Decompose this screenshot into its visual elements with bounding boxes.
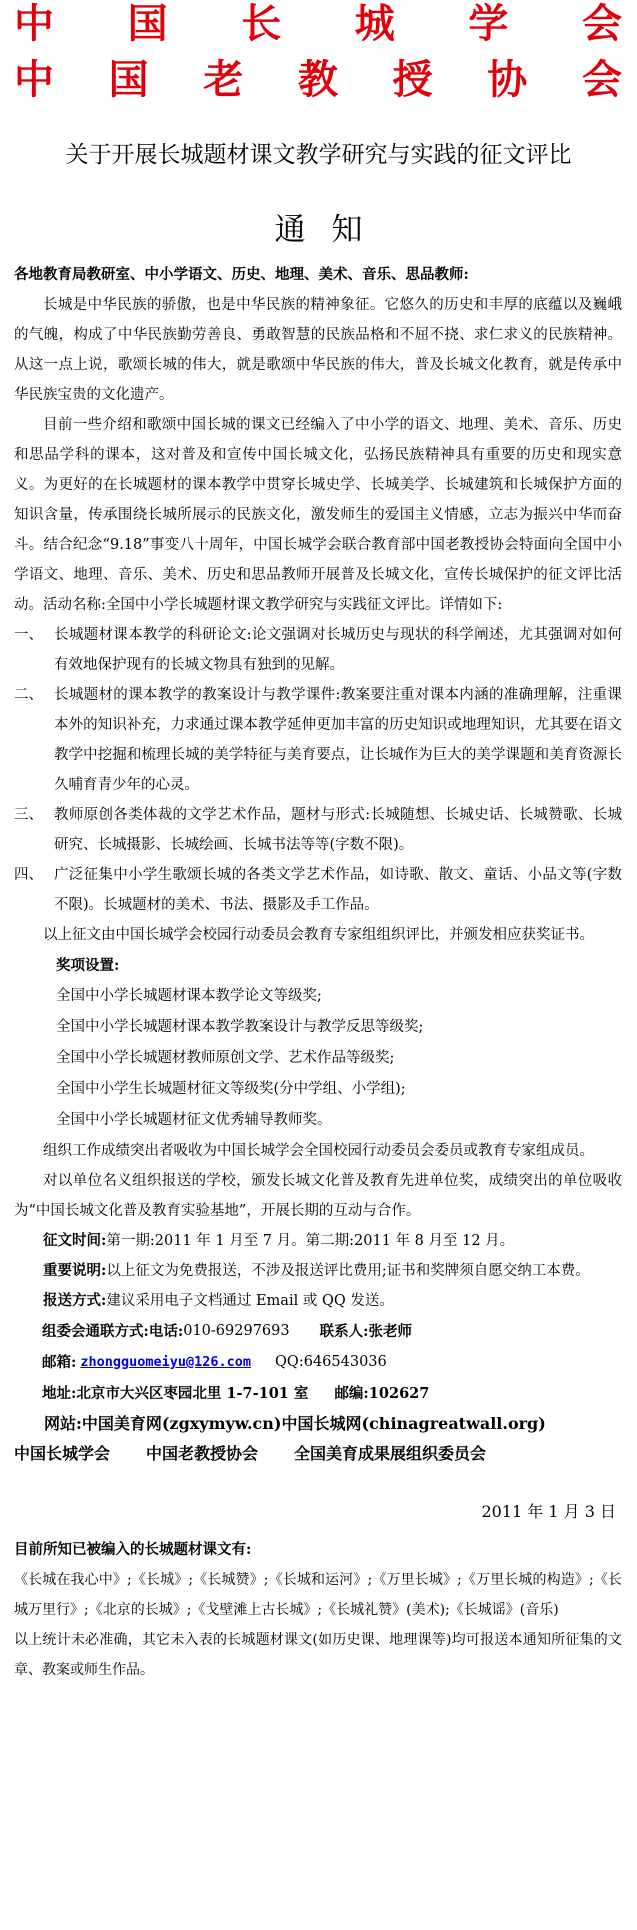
header-char: 城 [354, 1, 395, 47]
email-row [14, 1347, 622, 1378]
address-row [14, 1378, 622, 1409]
header-char: 国 [108, 57, 149, 103]
item-number: 三、 [14, 807, 43, 823]
important-label: 重要说明: [43, 1262, 107, 1279]
paragraph-units: 对以单位名义组织报送的学校，颁发长城文化普及教育先进单位奖，成绩突出的单位吸收为“中国长城文化普及教育实验基地”，开展长期的互动与合作。 [14, 1173, 622, 1219]
list-item [14, 620, 622, 680]
awards-heading: 奖项设置: [56, 957, 120, 974]
header-char: 教 [297, 57, 338, 103]
header-char: 长 [241, 1, 282, 47]
submit-text: 建议采用电子文档通过 Email 或 QQ 发送。 [106, 1293, 394, 1309]
header-char: 会 [581, 1, 622, 47]
award-item: 全国中小学长城题材征文优秀辅导教师奖。 [56, 1112, 332, 1128]
period [14, 1226, 622, 1256]
list-item [14, 860, 622, 920]
header-char: 协 [487, 57, 528, 103]
header-char: 中 [14, 57, 54, 103]
phone-label: 电话: [148, 1323, 184, 1340]
header-char: 授 [392, 57, 433, 103]
header-org-2 [14, 58, 622, 102]
award-item: 全国中小学长城题材课本教学论文等级奖; [56, 988, 322, 1004]
known-note: 以上统计未必准确，其它未入表的长城题材课文(如历史课、地理课等)均可报送本通知所征集的文章、教案或师生作品。 [14, 1632, 622, 1678]
organizer-name: 全国美育成果展组织委员会 [294, 1444, 487, 1463]
qq-label: QQ: [275, 1354, 304, 1370]
qq-value: 646543036 [303, 1354, 387, 1370]
notice-title: 通知 [274, 212, 389, 248]
address-label: 地址: [42, 1385, 77, 1402]
organizer-name: 中国老教授协会 [146, 1444, 259, 1463]
website-line: 网站:中国美育网(zgxymyw.cn)中国长城网(chinagreatwall.org) [44, 1414, 546, 1433]
item-number: 二、 [14, 687, 43, 703]
item-text: 长城题材的课本教学的教案设计与教学课件:教案要注重对课本内涵的准确理解，注重课本外的知识补充，力求通过课本教学延伸更加丰富的历史知识或地理知识，尤其要在语文教学中挖掘和梳理长城的美学特征与美育要点，让长城作为巨大的美学课题和美育资源长久哺育青少年的心灵。 [54, 687, 622, 793]
header-char: 老 [203, 57, 244, 103]
known-heading: 目前所知已被编入的长城题材课文有: [14, 1541, 252, 1558]
submit-label: 报送方式: [43, 1292, 107, 1309]
person-label: 联系人: [319, 1323, 369, 1340]
known-list: 《长城在我心中》;《长城》;《长城赞》;《长城和运河》;《万里长城》;《万里长城的构造》;《长城万里行》;《北京的长城》;《戈壁滩上古长城》;《长城礼赞》(美术);《长城谣》(音乐) [14, 1572, 622, 1618]
paragraph-members: 组织工作成绩突出者吸收为中国长城学会全国校园行动委员会委员或教育专家组成员。 [43, 1143, 594, 1159]
paragraph-evaluation: 以上征文由中国长城学会校园行动委员会教育专家组组织评比，并颁发相应获奖证书。 [43, 927, 594, 943]
submit-method [14, 1286, 622, 1316]
known-texts-section [14, 1535, 622, 1685]
addressee: 各地教育局教研室、中小学语文、历史、地理、美术、音乐、思品教师: [14, 266, 469, 283]
contact-label: 组委会通联方式: [42, 1323, 149, 1340]
award-item: 全国中小学长城题材课本教学教案设计与教学反思等级奖; [56, 1019, 424, 1035]
document-subtitle: 关于开展长城题材课文教学研究与实践的征文评比 [65, 142, 572, 168]
item-number: 四、 [14, 867, 43, 883]
email-link[interactable]: zhongguomeiyu@126.com [80, 1354, 252, 1370]
header-char: 学 [468, 1, 509, 47]
important-note [14, 1256, 622, 1286]
organizer-name: 中国长城学会 [14, 1444, 111, 1463]
organizers [14, 1439, 622, 1469]
issue-date: 2011 年 1 月 3 日 [481, 1502, 616, 1521]
period-text: 第一期:2011 年 1 月至 7 月。第二期:2011 年 8 月至 12 月。 [106, 1233, 515, 1249]
important-text: 以上征文为免费报送，不涉及报送评比费用;证书和奖牌须自愿交纳工本费。 [106, 1263, 590, 1279]
item-text: 广泛征集中小学生歌颂长城的各类文学艺术作品，如诗歌、散文、童话、小品文等(字数不限)。长城题材的美术、书法、摄影及手工作品。 [54, 867, 622, 913]
contact-row [14, 1316, 622, 1347]
phone-value: 010-69297693 [183, 1323, 290, 1339]
zip-value: 102627 [368, 1385, 430, 1402]
header-char: 国 [127, 1, 168, 47]
award-item: 全国中小学长城题材教师原创文学、艺术作品等级奖; [56, 1050, 395, 1066]
item-number: 一、 [14, 627, 43, 643]
paragraph-intro: 长城是中华民族的骄傲，也是中华民族的精神象征。它悠久的历史和丰厚的底蕴以及巍峨的气魄，构成了中华民族勤劳善良、勇敢智慧的民族品格和不屈不挠、求仁求义的民族精神。从这一点上说，歌颂长城的伟大，就是歌颂中华民族的伟大，普及长城文化教育，就是传承中华民族宝贵的文化遗产。 [14, 297, 622, 403]
period-label: 征文时间: [43, 1232, 107, 1249]
header-char: 中 [14, 1, 54, 47]
header-char: 会 [581, 57, 622, 103]
email-label: 邮箱: [42, 1354, 77, 1371]
header-org-1 [14, 2, 622, 46]
zip-label: 邮编: [334, 1385, 369, 1402]
award-item: 全国中小学生长城题材征文等级奖(分中学组、小学组); [56, 1081, 406, 1097]
paragraph-background: 目前一些介绍和歌颂中国长城的课文已经编入了中小学的语文、地理、美术、音乐、历史和思品学科的课本，这对普及和宣传中国长城文化，弘扬民族精神具有重要的历史和现实意义。为更好的在长城题材的课本教学中贯穿长城史学、长城美学、长城建筑和长城保护方面的知识含量，传承围绕长城所展示的民族文化，激发师生的爱国主义情感，立志为振兴中华而奋斗。结合纪念“9.18”事变八十周年，中国长城学会联合教育部中国老教授协会特面向全国中小学语文、地理、音乐、美术、历史和思品教师开展普及长城文化，宣传长城保护的征文评比活动。活动名称:全国中小学长城题材课文教学研究与实践征文评比。详情如下: [14, 417, 622, 613]
item-text: 教师原创各类体裁的文学艺术作品，题材与形式:长城随想、长城史话、长城赞歌、长城研究、长城摄影、长城绘画、长城书法等等(字数不限)。 [54, 807, 622, 853]
document-body [14, 260, 622, 1685]
item-text: 长城题材课本教学的科研论文:论文强调对长城历史与现状的科学阐述，尤其强调对如何有效地保护现有的长城文物具有独到的见解。 [54, 627, 622, 673]
list-item [14, 680, 622, 800]
awards-section [14, 950, 622, 1136]
list-item [14, 800, 622, 860]
address-value: 北京市大兴区枣园北里 1-7-101 室 [76, 1385, 309, 1402]
person-value: 张老师 [368, 1323, 412, 1340]
